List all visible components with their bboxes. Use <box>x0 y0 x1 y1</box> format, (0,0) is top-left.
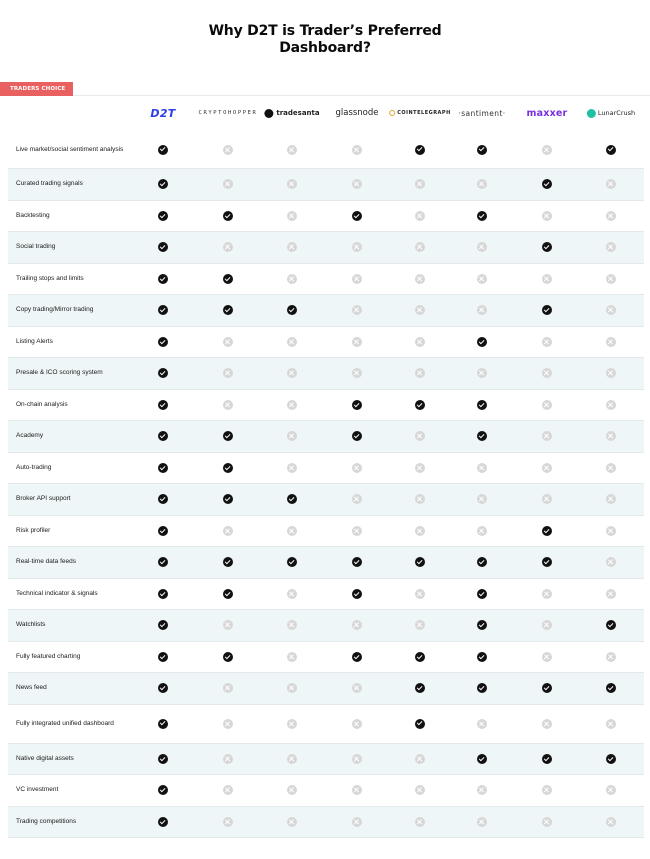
table-row <box>8 807 644 839</box>
check-icon <box>158 179 168 189</box>
cross-icon <box>352 719 362 729</box>
cross-icon <box>352 274 362 284</box>
cross-icon <box>352 526 362 536</box>
cross-icon <box>352 305 362 315</box>
check-icon <box>477 683 487 693</box>
check-icon <box>158 817 168 827</box>
cross-icon <box>352 368 362 378</box>
check-icon <box>287 305 297 315</box>
check-icon <box>415 400 425 410</box>
feature-label: Watchlists <box>16 621 46 629</box>
tradesanta-mark-icon <box>264 109 273 118</box>
cross-icon <box>223 145 233 155</box>
cross-icon <box>287 179 297 189</box>
cross-icon <box>352 463 362 473</box>
cross-icon <box>287 400 297 410</box>
check-icon <box>158 683 168 693</box>
cross-icon <box>415 589 425 599</box>
cross-icon <box>415 274 425 284</box>
cross-icon <box>415 211 425 221</box>
badge-divider <box>0 95 650 96</box>
feature-label: On-chain analysis <box>16 400 68 408</box>
check-icon <box>542 242 552 252</box>
cross-icon <box>223 400 233 410</box>
cross-icon <box>223 620 233 630</box>
check-icon <box>352 431 362 441</box>
check-icon <box>477 620 487 630</box>
cross-icon <box>477 719 487 729</box>
check-icon <box>287 557 297 567</box>
feature-label: Social trading <box>16 243 56 251</box>
cross-icon <box>287 337 297 347</box>
cross-icon <box>287 211 297 221</box>
check-icon <box>352 211 362 221</box>
check-icon <box>158 431 168 441</box>
table-row <box>8 744 644 776</box>
feature-label: Academy <box>16 432 44 440</box>
feature-label: Risk profiler <box>16 526 51 534</box>
check-icon <box>477 431 487 441</box>
check-icon <box>542 526 552 536</box>
cross-icon <box>542 145 552 155</box>
feature-label: Trailing stops and limits <box>16 274 84 282</box>
cross-icon <box>415 242 425 252</box>
cross-icon <box>542 463 552 473</box>
cross-icon <box>542 817 552 827</box>
feature-label: Backtesting <box>16 211 50 219</box>
table-row <box>8 327 644 359</box>
check-icon <box>223 305 233 315</box>
cross-icon <box>542 494 552 504</box>
cross-icon <box>606 179 616 189</box>
cross-icon <box>352 337 362 347</box>
table-row <box>8 390 644 422</box>
table-row <box>8 642 644 674</box>
cross-icon <box>542 274 552 284</box>
feature-label: Listing Alerts <box>16 337 53 345</box>
check-icon <box>158 145 168 155</box>
cross-icon <box>477 817 487 827</box>
feature-label: Trading competitions <box>16 817 77 825</box>
cross-icon <box>606 337 616 347</box>
cross-icon <box>287 145 297 155</box>
check-icon <box>158 526 168 536</box>
cross-icon <box>606 526 616 536</box>
check-icon <box>223 494 233 504</box>
cross-icon <box>606 305 616 315</box>
check-icon <box>606 754 616 764</box>
check-icon <box>158 368 168 378</box>
cross-icon <box>287 431 297 441</box>
feature-label: News feed <box>16 684 47 692</box>
check-icon <box>477 589 487 599</box>
cross-icon <box>606 463 616 473</box>
table-row <box>8 201 644 233</box>
cross-icon <box>287 652 297 662</box>
cross-icon <box>223 337 233 347</box>
check-icon <box>542 305 552 315</box>
cross-icon <box>477 368 487 378</box>
cross-icon <box>415 526 425 536</box>
feature-label: Curated trading signals <box>16 180 83 188</box>
cross-icon <box>415 337 425 347</box>
table-row <box>8 421 644 453</box>
cross-icon <box>287 526 297 536</box>
cross-icon <box>606 589 616 599</box>
lunarcrush-mark-icon <box>587 109 596 118</box>
cross-icon <box>606 557 616 567</box>
cross-icon <box>287 368 297 378</box>
check-icon <box>158 589 168 599</box>
cross-icon <box>415 817 425 827</box>
cross-icon <box>415 431 425 441</box>
cross-icon <box>606 211 616 221</box>
cross-icon <box>477 305 487 315</box>
check-icon <box>223 431 233 441</box>
cross-icon <box>223 817 233 827</box>
check-icon <box>223 463 233 473</box>
cross-icon <box>352 785 362 795</box>
check-icon <box>158 652 168 662</box>
check-icon <box>415 683 425 693</box>
check-icon <box>158 463 168 473</box>
cross-icon <box>287 463 297 473</box>
cross-icon <box>542 368 552 378</box>
check-icon <box>287 494 297 504</box>
feature-label: Copy trading/Mirror trading <box>16 306 94 314</box>
cross-icon <box>287 589 297 599</box>
cross-icon <box>287 274 297 284</box>
check-icon <box>606 145 616 155</box>
table-row <box>8 547 644 579</box>
feature-label: Presale & ICO scoring system <box>16 369 103 377</box>
cross-icon <box>606 400 616 410</box>
cross-icon <box>477 526 487 536</box>
check-icon <box>477 557 487 567</box>
cross-icon <box>415 494 425 504</box>
check-icon <box>477 211 487 221</box>
check-icon <box>158 494 168 504</box>
table-row <box>8 264 644 296</box>
cross-icon <box>542 400 552 410</box>
check-icon <box>606 683 616 693</box>
feature-label: Real-time data feeds <box>16 558 76 566</box>
check-icon <box>158 719 168 729</box>
check-icon <box>158 211 168 221</box>
table-row <box>8 516 644 548</box>
check-icon <box>158 274 168 284</box>
cross-icon <box>223 683 233 693</box>
cross-icon <box>352 817 362 827</box>
table-row <box>8 453 644 485</box>
cross-icon <box>542 719 552 729</box>
feature-label: Technical indicator & signals <box>16 589 98 597</box>
cross-icon <box>606 494 616 504</box>
feature-label: Broker API support <box>16 495 71 503</box>
check-icon <box>415 557 425 567</box>
table-row <box>8 358 644 390</box>
cross-icon <box>542 652 552 662</box>
cross-icon <box>352 620 362 630</box>
cross-icon <box>287 719 297 729</box>
cross-icon <box>223 719 233 729</box>
cross-icon <box>606 368 616 378</box>
check-icon <box>223 589 233 599</box>
check-icon <box>352 400 362 410</box>
cross-icon <box>415 754 425 764</box>
check-icon <box>477 754 487 764</box>
cross-icon <box>477 179 487 189</box>
cointelegraph-logo: COINTELEGRAPH <box>389 104 451 122</box>
santiment-logo: ·santiment· <box>458 108 506 118</box>
cross-icon <box>415 620 425 630</box>
cross-icon <box>223 242 233 252</box>
cross-icon <box>415 368 425 378</box>
table-row <box>8 610 644 642</box>
check-icon <box>415 145 425 155</box>
cross-icon <box>223 785 233 795</box>
glassnode-logo: glassnode <box>335 108 379 118</box>
lunarcrush-logo: LunarCrush <box>587 104 635 122</box>
check-icon <box>158 785 168 795</box>
feature-label: Auto-trading <box>16 463 52 471</box>
cross-icon <box>223 368 233 378</box>
table-row <box>8 579 644 611</box>
check-icon <box>352 589 362 599</box>
cross-icon <box>352 494 362 504</box>
traders-choice-badge: TRADERS CHOICE <box>0 82 73 96</box>
check-icon <box>158 242 168 252</box>
feature-label: Live market/social sentiment analysis <box>16 145 124 153</box>
d2t-logo: D2T <box>150 106 176 120</box>
feature-label: VC investment <box>16 786 59 794</box>
check-icon <box>352 557 362 567</box>
check-icon <box>223 274 233 284</box>
cross-icon <box>287 817 297 827</box>
cross-icon <box>352 683 362 693</box>
cross-icon <box>606 719 616 729</box>
table-row <box>8 705 644 744</box>
check-icon <box>477 145 487 155</box>
cross-icon <box>352 242 362 252</box>
table-row <box>8 295 644 327</box>
cross-icon <box>477 463 487 473</box>
cross-icon <box>223 526 233 536</box>
cointelegraph-mark-icon <box>389 110 395 116</box>
feature-label: Native digital assets <box>16 754 74 762</box>
cross-icon <box>287 620 297 630</box>
cryptohopper-logo: CRYPTOHOPPER <box>198 110 258 116</box>
cross-icon <box>415 305 425 315</box>
check-icon <box>542 557 552 567</box>
table-row <box>8 484 644 516</box>
cross-icon <box>542 620 552 630</box>
cross-icon <box>542 211 552 221</box>
page-title <box>0 23 650 57</box>
cross-icon <box>223 754 233 764</box>
cross-icon <box>542 785 552 795</box>
table-row <box>8 131 644 169</box>
check-icon <box>158 337 168 347</box>
feature-label: Fully featured charting <box>16 652 81 660</box>
check-icon <box>606 620 616 630</box>
check-icon <box>477 337 487 347</box>
check-icon <box>542 179 552 189</box>
cross-icon <box>352 754 362 764</box>
check-icon <box>352 652 362 662</box>
check-icon <box>223 211 233 221</box>
cross-icon <box>606 242 616 252</box>
check-icon <box>158 754 168 764</box>
feature-comparison-table <box>8 131 644 838</box>
check-icon <box>415 719 425 729</box>
cross-icon <box>352 179 362 189</box>
check-icon <box>477 400 487 410</box>
cross-icon <box>542 337 552 347</box>
cross-icon <box>477 785 487 795</box>
cross-icon <box>606 652 616 662</box>
page-title-line1: Why D2T is Trader’s Preferred <box>208 23 442 39</box>
cross-icon <box>223 179 233 189</box>
check-icon <box>158 620 168 630</box>
check-icon <box>415 652 425 662</box>
check-icon <box>542 754 552 764</box>
check-icon <box>158 305 168 315</box>
cross-icon <box>287 785 297 795</box>
cross-icon <box>606 274 616 284</box>
maxxer-logo: maxxer <box>526 107 568 119</box>
cross-icon <box>477 274 487 284</box>
check-icon <box>223 557 233 567</box>
competitor-logos <box>0 104 650 122</box>
cross-icon <box>287 683 297 693</box>
cross-icon <box>287 754 297 764</box>
cross-icon <box>415 179 425 189</box>
cross-icon <box>606 431 616 441</box>
table-row <box>8 169 644 201</box>
table-row <box>8 775 644 807</box>
table-row <box>8 232 644 264</box>
table-row <box>8 673 644 705</box>
check-icon <box>542 683 552 693</box>
cross-icon <box>542 431 552 441</box>
cross-icon <box>287 242 297 252</box>
check-icon <box>223 652 233 662</box>
check-icon <box>477 652 487 662</box>
cross-icon <box>352 145 362 155</box>
cross-icon <box>477 494 487 504</box>
cross-icon <box>606 817 616 827</box>
cross-icon <box>415 463 425 473</box>
tradesanta-logo: tradesanta <box>264 104 319 122</box>
cross-icon <box>606 785 616 795</box>
check-icon <box>158 557 168 567</box>
cross-icon <box>415 785 425 795</box>
cross-icon <box>542 589 552 599</box>
cross-icon <box>477 242 487 252</box>
feature-label: Fully integrated unified dashboard <box>16 719 114 727</box>
check-icon <box>158 400 168 410</box>
page-title-line2: Dashboard? <box>279 40 371 56</box>
